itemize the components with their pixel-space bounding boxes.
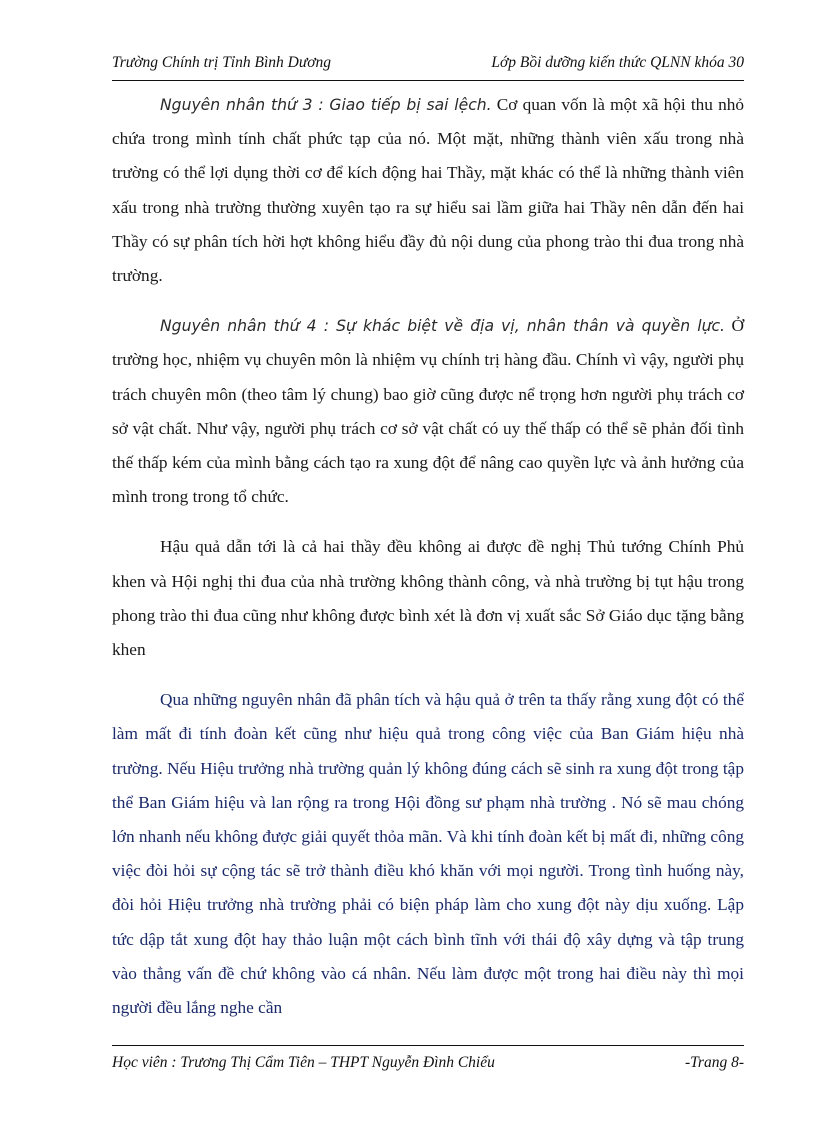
paragraph-text: Hậu quả dẫn tới là cả hai thầy đều không ai được đề nghị Thủ tướng Chính Phủ khen và Hội nghị thi đua của nhà trường không thành công, và nhà trường bị tụt hậu trong phong trào thi đua cũng như không được bình xét là đơn vị xuất sắc Sở Giáo dục tặng bằng khen [112, 537, 744, 660]
footer-student: Học viên : Trương Thị Cẩm Tiên – THPT Nguyễn Đình Chiểu [112, 1054, 495, 1071]
header-school: Trường Chính trị Tỉnh Bình Dương [112, 54, 332, 71]
header-course: Lớp Bồi dưỡng kiến thức QLNN khóa 30 [491, 54, 744, 71]
paragraph-consequence [112, 530, 744, 667]
paragraph-text: Qua những nguyên nhân đã phân tích và hậu quả ở trên ta thấy rằng xung đột có thể làm mất đi tính đoàn kết cũng như hiệu quả trong công việc của Ban Giám hiệu nhà trường. Nếu Hiệu trưởng nhà trường quản lý không đúng cách sẽ sinh ra xung đột trong tập thể Ban Giám hiệu và lan rộng ra trong Hội đồng sư phạm nhà trường . Nó sẽ mau chóng lớn nhanh nếu không được giải quyết thỏa mãn. Và khi tính đoàn kết bị mất đi, những công việc đòi hỏi sự cộng tác sẽ trở thành điều khó khăn với mọi người. Trong tình huống này, đòi hỏi Hiệu trưởng nhà trường phải có biện pháp làm cho xung đột này dịu xuống. Lập tức dập tắt xung đột hay thảo luận một cách bình tĩnh với thái độ xây dựng và tập trung vào thẳng vấn đề chứ không vào cá nhân. Nếu làm được một trong hai điều này thì mọi người đều lắng nghe cần [112, 690, 744, 1018]
paragraph-cause-4 [112, 309, 744, 514]
page-footer [112, 1052, 744, 1078]
paragraph-text: Cơ quan vốn là một xã hội thu nhỏ chứa trong mình tính chất phức tạp của nó. Một mặt, những thành viên xấu trong nhà trường có thể lợi dụng thời cơ để kích động hai Thầy, mặt khác có thể là những thành viên xấu trong nhà trường thường xuyên tạo ra sự hiểu sai lầm giữa hai Thầy nên dẫn đến hai Thầy có sự phân tích hời hợt không hiểu đầy đủ nội dung của phong trào thi đua trong nhà trường. [112, 95, 744, 286]
page-body [112, 88, 744, 1025]
paragraph-conclusion [112, 683, 744, 1025]
footer-divider [112, 1045, 744, 1046]
paragraph-cause-3 [112, 88, 744, 293]
paragraph-lead: Nguyên nhân thứ 3 : Giao tiếp bị sai lệch. [160, 96, 492, 114]
paragraph-text: Ở trường học, nhiệm vụ chuyên môn là nhiệm vụ chính trị hàng đầu. Chính vì vậy, người phụ trách chuyên môn (theo tâm lý chung) bao giờ cũng được nể trọng hơn người phụ trách cơ sở vật chất. Như vậy, người phụ trách cơ sở vật chất có uy thế thấp có thể sẽ phản đối tình thế thấp kém của mình bằng cách tạo ra xung đột để nâng cao quyền lực và ảnh hưởng của mình trong trong tổ chức. [112, 316, 744, 507]
header-divider [112, 80, 744, 81]
paragraph-lead: Nguyên nhân thứ 4 : Sự khác biệt về địa vị, nhân thân và quyền lực. [160, 317, 726, 336]
footer-page-number: -Trang 8- [685, 1054, 744, 1071]
page-header [112, 50, 744, 80]
